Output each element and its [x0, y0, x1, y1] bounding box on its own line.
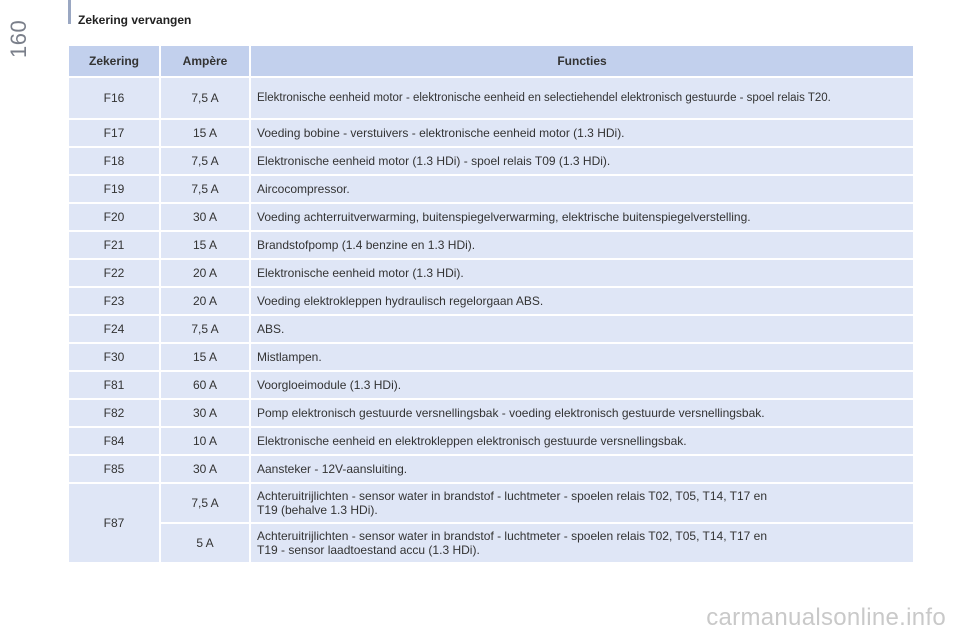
table-row — [69, 203, 914, 231]
function-cell: Pomp elektronisch gestuurde versnellingsbak - voeding elektronisch gestuurde versnellingsbak. — [250, 399, 914, 427]
amp-cell: 30 A — [160, 399, 250, 427]
function-cell — [250, 483, 914, 523]
fuse-cell: F16 — [69, 77, 160, 119]
fuse-cell: F20 — [69, 203, 160, 231]
table-row — [69, 119, 914, 147]
table-header-row — [69, 46, 914, 77]
amp-cell: 15 A — [160, 343, 250, 371]
table-row — [69, 231, 914, 259]
function-cell: Brandstofpomp (1.4 benzine en 1.3 HDi). — [250, 231, 914, 259]
table-row — [69, 427, 914, 455]
function-line: T19 - sensor laadtoestand accu (1.3 HDi). — [257, 543, 480, 557]
function-cell — [250, 523, 914, 563]
amp-cell: 7,5 A — [160, 175, 250, 203]
table-row — [69, 343, 914, 371]
function-cell: Voorgloeimodule (1.3 HDi). — [250, 371, 914, 399]
function-cell: Elektronische eenheid motor (1.3 HDi) - spoel relais T09 (1.3 HDi). — [250, 147, 914, 175]
table-row — [69, 77, 914, 119]
function-cell: Voeding achterruitverwarming, buitenspiegelverwarming, elektrische buitenspiegelverstelling. — [250, 203, 914, 231]
fuse-cell: F23 — [69, 287, 160, 315]
function-cell: Mistlampen. — [250, 343, 914, 371]
page-number: 160 — [6, 19, 31, 58]
amp-cell: 30 A — [160, 455, 250, 483]
watermark: carmanualsonline.info — [706, 604, 946, 631]
fuse-table — [69, 46, 915, 564]
page-title: Zekering vervangen — [78, 13, 192, 27]
amp-cell: 15 A — [160, 231, 250, 259]
function-cell: Voeding bobine - verstuivers - elektronische eenheid motor (1.3 HDi). — [250, 119, 914, 147]
fuse-cell: F17 — [69, 119, 160, 147]
function-cell: Elektronische eenheid motor (1.3 HDi). — [250, 259, 914, 287]
function-cell: Voeding elektrokleppen hydraulisch regelorgaan ABS. — [250, 287, 914, 315]
amp-cell: 10 A — [160, 427, 250, 455]
fuse-cell: F30 — [69, 343, 160, 371]
amp-cell: 7,5 A — [160, 77, 250, 119]
fuse-cell: F85 — [69, 455, 160, 483]
table-row — [69, 147, 914, 175]
table-row — [69, 371, 914, 399]
fuse-cell-f87: F87 — [69, 483, 160, 563]
amp-cell: 7,5 A — [160, 147, 250, 175]
amp-cell: 20 A — [160, 287, 250, 315]
fuse-cell: F82 — [69, 399, 160, 427]
table-row — [69, 399, 914, 427]
function-line: Achteruitrijlichten - sensor water in brandstof - luchtmeter - spoelen relais T02, T05, T14, T17 en — [257, 489, 768, 503]
header-zekering: Zekering — [69, 46, 160, 77]
table-row — [69, 259, 914, 287]
fuse-cell: F18 — [69, 147, 160, 175]
section-marker — [68, 0, 71, 24]
amp-cell: 20 A — [160, 259, 250, 287]
table-row — [69, 287, 914, 315]
header-ampere: Ampère — [160, 46, 250, 77]
table-row — [69, 175, 914, 203]
function-cell: Elektronische eenheid en elektrokleppen elektronisch gestuurde versnellingsbak. — [250, 427, 914, 455]
fuse-cell: F24 — [69, 315, 160, 343]
table-body — [69, 77, 914, 563]
function-line: T19 (behalve 1.3 HDi). — [257, 503, 378, 517]
fuse-cell: F84 — [69, 427, 160, 455]
amp-cell: 15 A — [160, 119, 250, 147]
function-cell: Aircocompressor. — [250, 175, 914, 203]
amp-cell: 30 A — [160, 203, 250, 231]
table-row-f87-a — [69, 483, 914, 523]
function-cell: ABS. — [250, 315, 914, 343]
fuse-cell: F81 — [69, 371, 160, 399]
fuse-cell: F19 — [69, 175, 160, 203]
header-functies: Functies — [250, 46, 914, 77]
amp-cell: 5 A — [160, 523, 250, 563]
amp-cell: 7,5 A — [160, 315, 250, 343]
table-row-f87-b — [69, 523, 914, 563]
function-cell: Elektronische eenheid motor - elektronische eenheid en selectiehendel elektronisch gestuurde - spoel relais T20. — [250, 77, 914, 119]
amp-cell: 7,5 A — [160, 483, 250, 523]
table-row — [69, 455, 914, 483]
table-row — [69, 315, 914, 343]
fuse-cell: F22 — [69, 259, 160, 287]
amp-cell: 60 A — [160, 371, 250, 399]
function-cell: Aansteker - 12V-aansluiting. — [250, 455, 914, 483]
function-line: Achteruitrijlichten - sensor water in brandstof - luchtmeter - spoelen relais T02, T05, T14, T17 en — [257, 529, 768, 543]
fuse-cell: F21 — [69, 231, 160, 259]
